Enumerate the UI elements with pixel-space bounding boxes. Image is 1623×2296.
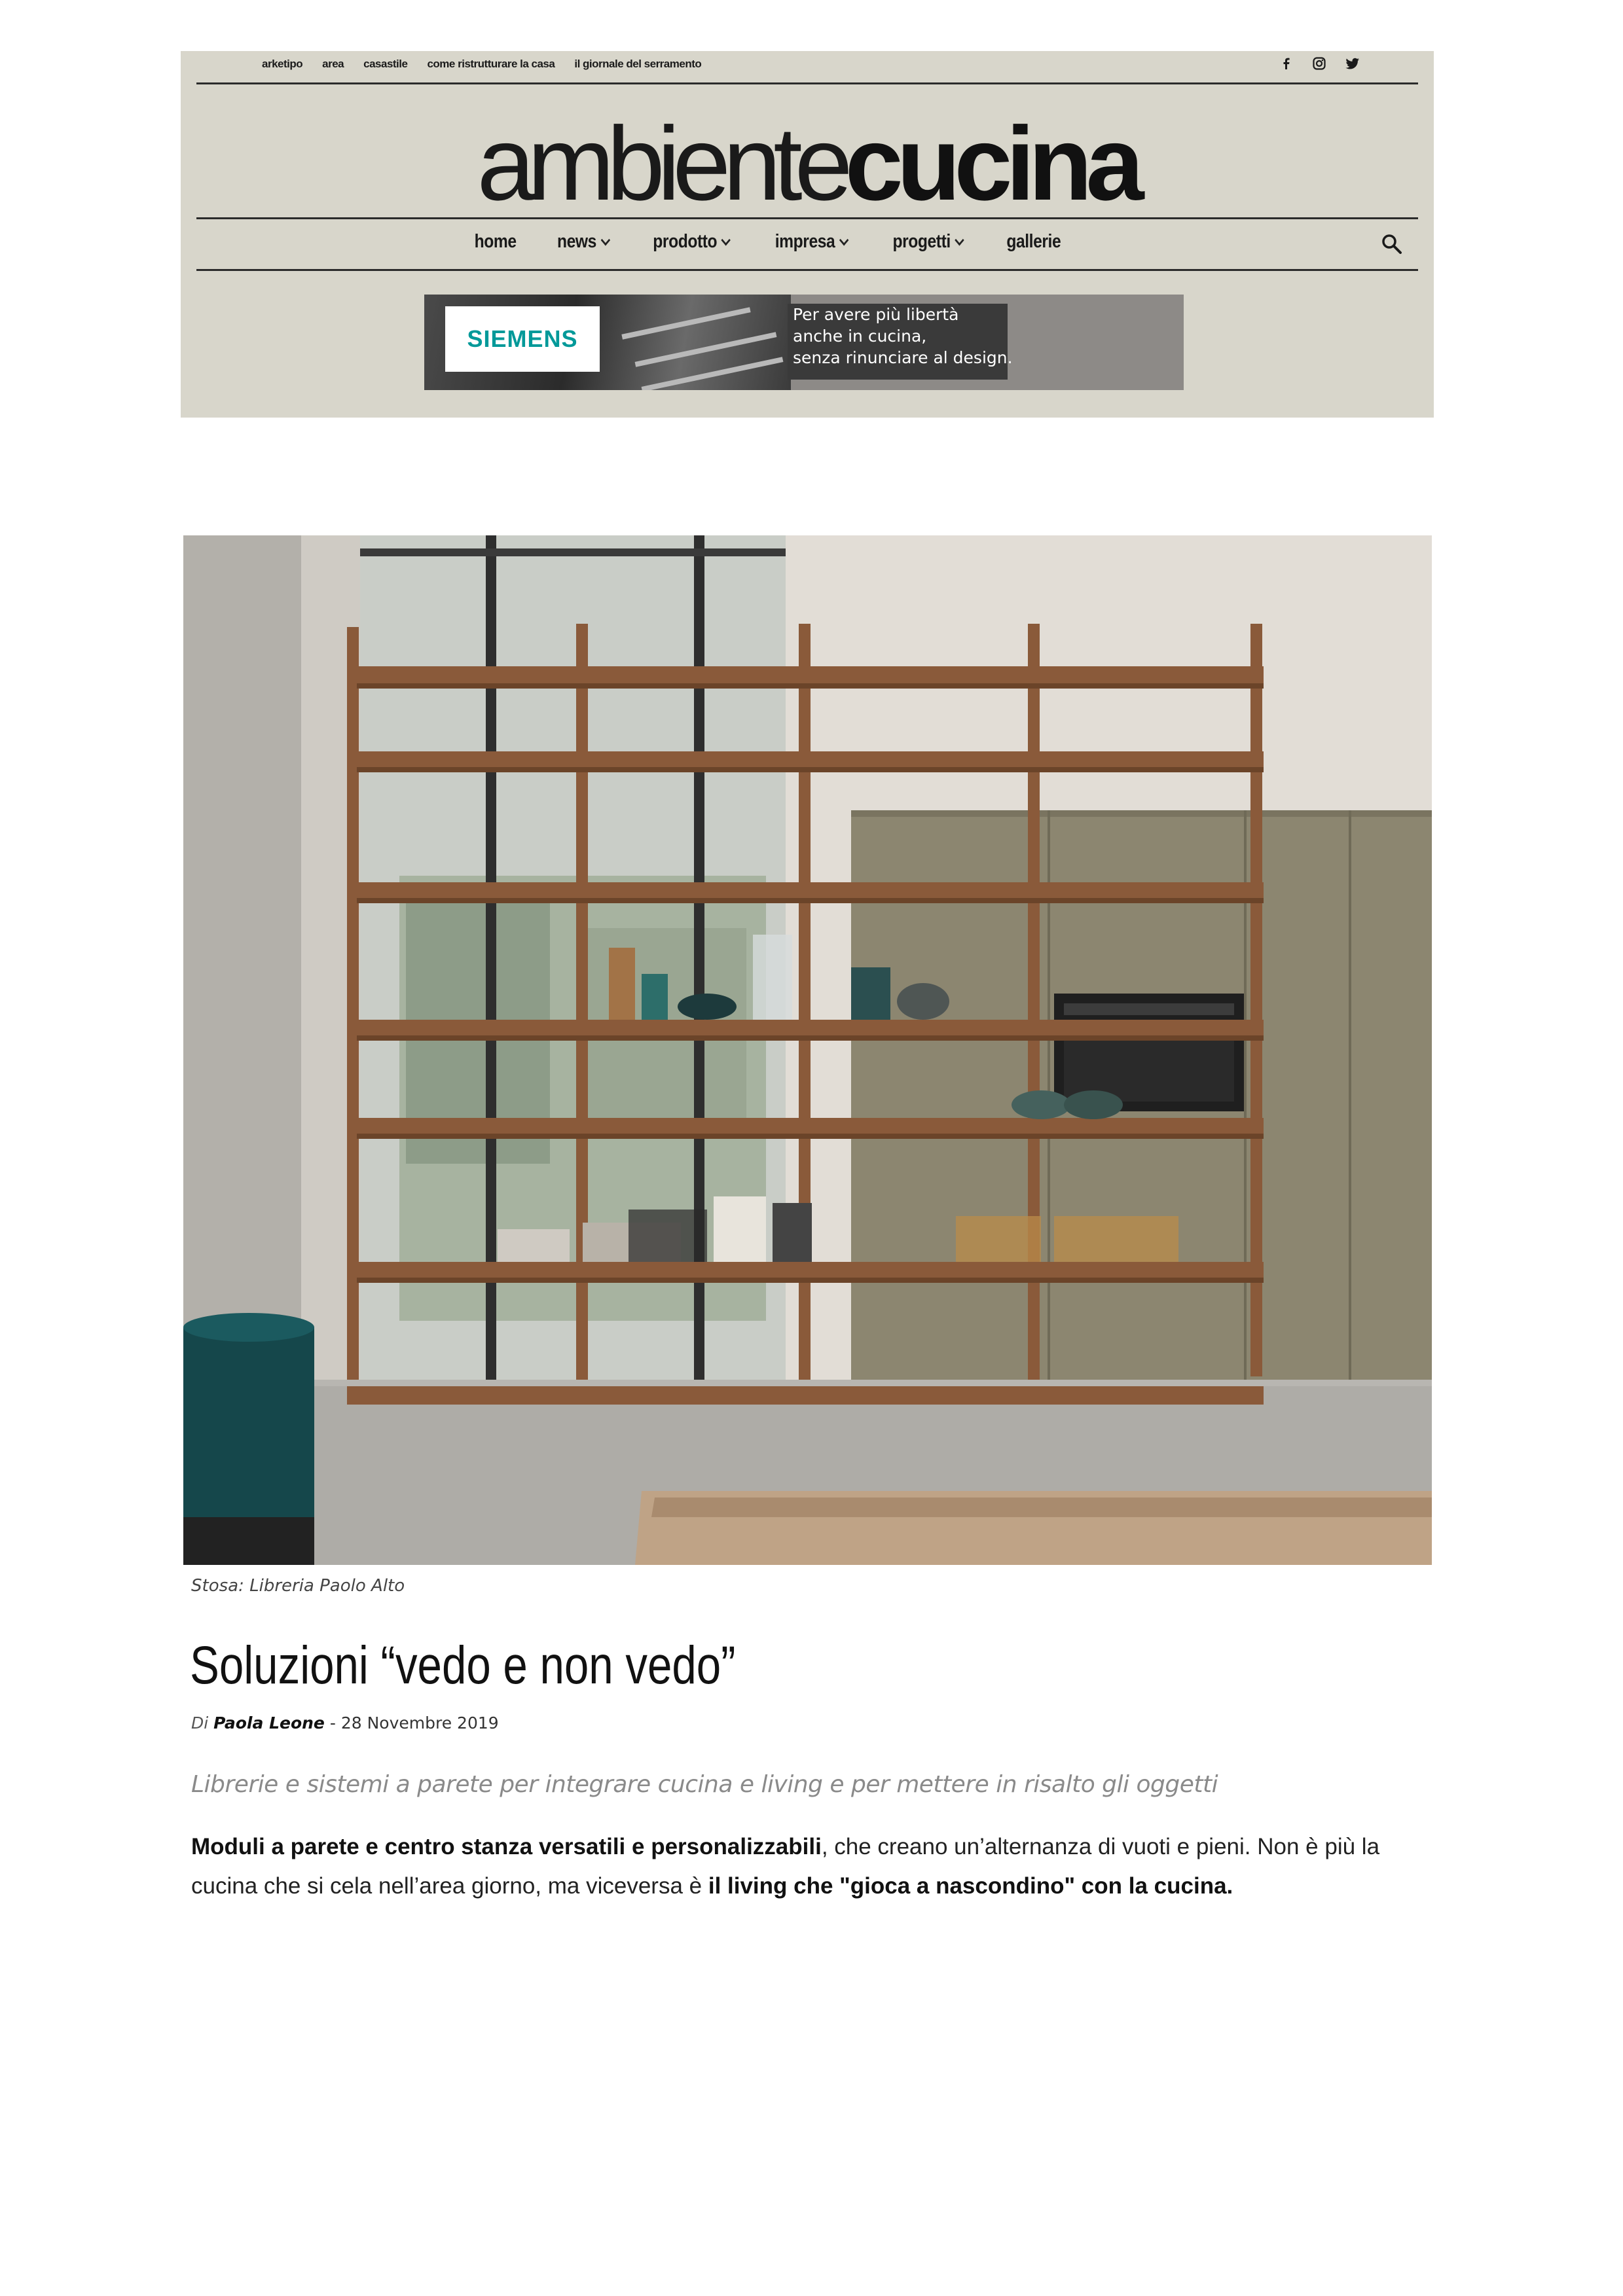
article-body bbox=[191, 1827, 1435, 1906]
top-bar bbox=[196, 51, 1418, 84]
top-link-area[interactable]: area bbox=[322, 58, 344, 70]
author-link[interactable]: Paola Leone bbox=[213, 1713, 325, 1732]
byline-separator: - bbox=[329, 1713, 336, 1732]
nav-item-label: gallerie bbox=[1006, 231, 1061, 252]
main-nav bbox=[196, 217, 1418, 271]
image-caption: Stosa: Libreria Paolo Alto bbox=[191, 1576, 405, 1596]
top-link-arketipo[interactable]: arketipo bbox=[262, 58, 303, 70]
twitter-icon[interactable] bbox=[1345, 56, 1359, 71]
chevron-down-icon bbox=[839, 234, 848, 245]
instagram-icon[interactable] bbox=[1312, 56, 1326, 71]
body-bold-2: il living che "gioca a nascondino" con la cucina. bbox=[708, 1873, 1233, 1899]
search-icon[interactable] bbox=[1380, 232, 1404, 256]
chevron-down-icon bbox=[600, 234, 610, 245]
site-header bbox=[181, 51, 1434, 418]
banner-line-1: Per avere più libertà bbox=[793, 305, 959, 324]
nav-items bbox=[196, 231, 1418, 253]
nav-item-gallerie[interactable] bbox=[1006, 231, 1061, 253]
article-date: 28 Novembre 2019 bbox=[340, 1713, 499, 1732]
logo-bold-text: cucina bbox=[845, 105, 1138, 222]
body-bold-1: Moduli a parete e centro stanza versatili e personalizzabili bbox=[191, 1834, 822, 1859]
chevron-down-icon bbox=[721, 234, 730, 245]
article-subtitle: Librerie e sistemi a parete per integrare cucina e living e per mettere in risalto gli oggetti bbox=[191, 1771, 1218, 1798]
bookshelf-room-illustration bbox=[183, 535, 1432, 1565]
nav-item-label: impresa bbox=[775, 231, 835, 252]
facebook-icon[interactable] bbox=[1279, 56, 1294, 71]
banner-line-3: senza rinunciare al design. bbox=[793, 348, 1013, 367]
siemens-ad-banner[interactable] bbox=[424, 295, 1184, 390]
top-link-giornale-serramento[interactable]: il giornale del serramento bbox=[574, 58, 702, 70]
top-link-come-ristrutturare[interactable]: come ristrutturare la casa bbox=[427, 58, 555, 70]
banner-message bbox=[788, 304, 1013, 380]
nav-item-progetti[interactable] bbox=[892, 231, 962, 253]
article-byline bbox=[191, 1713, 499, 1732]
top-links bbox=[262, 58, 701, 71]
nav-item-label: home bbox=[474, 231, 517, 252]
nav-item-prodotto[interactable] bbox=[653, 231, 729, 253]
nav-item-impresa[interactable] bbox=[775, 231, 847, 253]
logo-light-text: ambiente bbox=[477, 105, 845, 222]
nav-item-label: news bbox=[557, 231, 597, 252]
siemens-logo-text: SIEMENS bbox=[467, 325, 578, 352]
body-text-1: , che creano un’alternanza di vuoti e pieni. Non è più la cucina che si cela nell’area giorno, ma viceversa è bbox=[191, 1834, 1380, 1899]
byline-prefix: Di bbox=[191, 1713, 209, 1732]
nav-item-label: prodotto bbox=[653, 231, 717, 252]
article-title: Soluzioni “vedo e non vedo” bbox=[190, 1636, 736, 1695]
banner-line-2: anche in cucina, bbox=[793, 327, 927, 346]
site-logo[interactable] bbox=[181, 103, 1434, 224]
article-hero-image bbox=[183, 535, 1432, 1565]
chevron-down-icon bbox=[955, 234, 964, 245]
nav-item-news[interactable] bbox=[557, 231, 609, 253]
top-link-casastile[interactable]: casastile bbox=[363, 58, 408, 70]
siemens-logo bbox=[445, 306, 600, 372]
nav-item-home[interactable] bbox=[475, 231, 517, 253]
nav-item-label: progetti bbox=[892, 231, 951, 252]
social-links bbox=[1279, 56, 1359, 71]
